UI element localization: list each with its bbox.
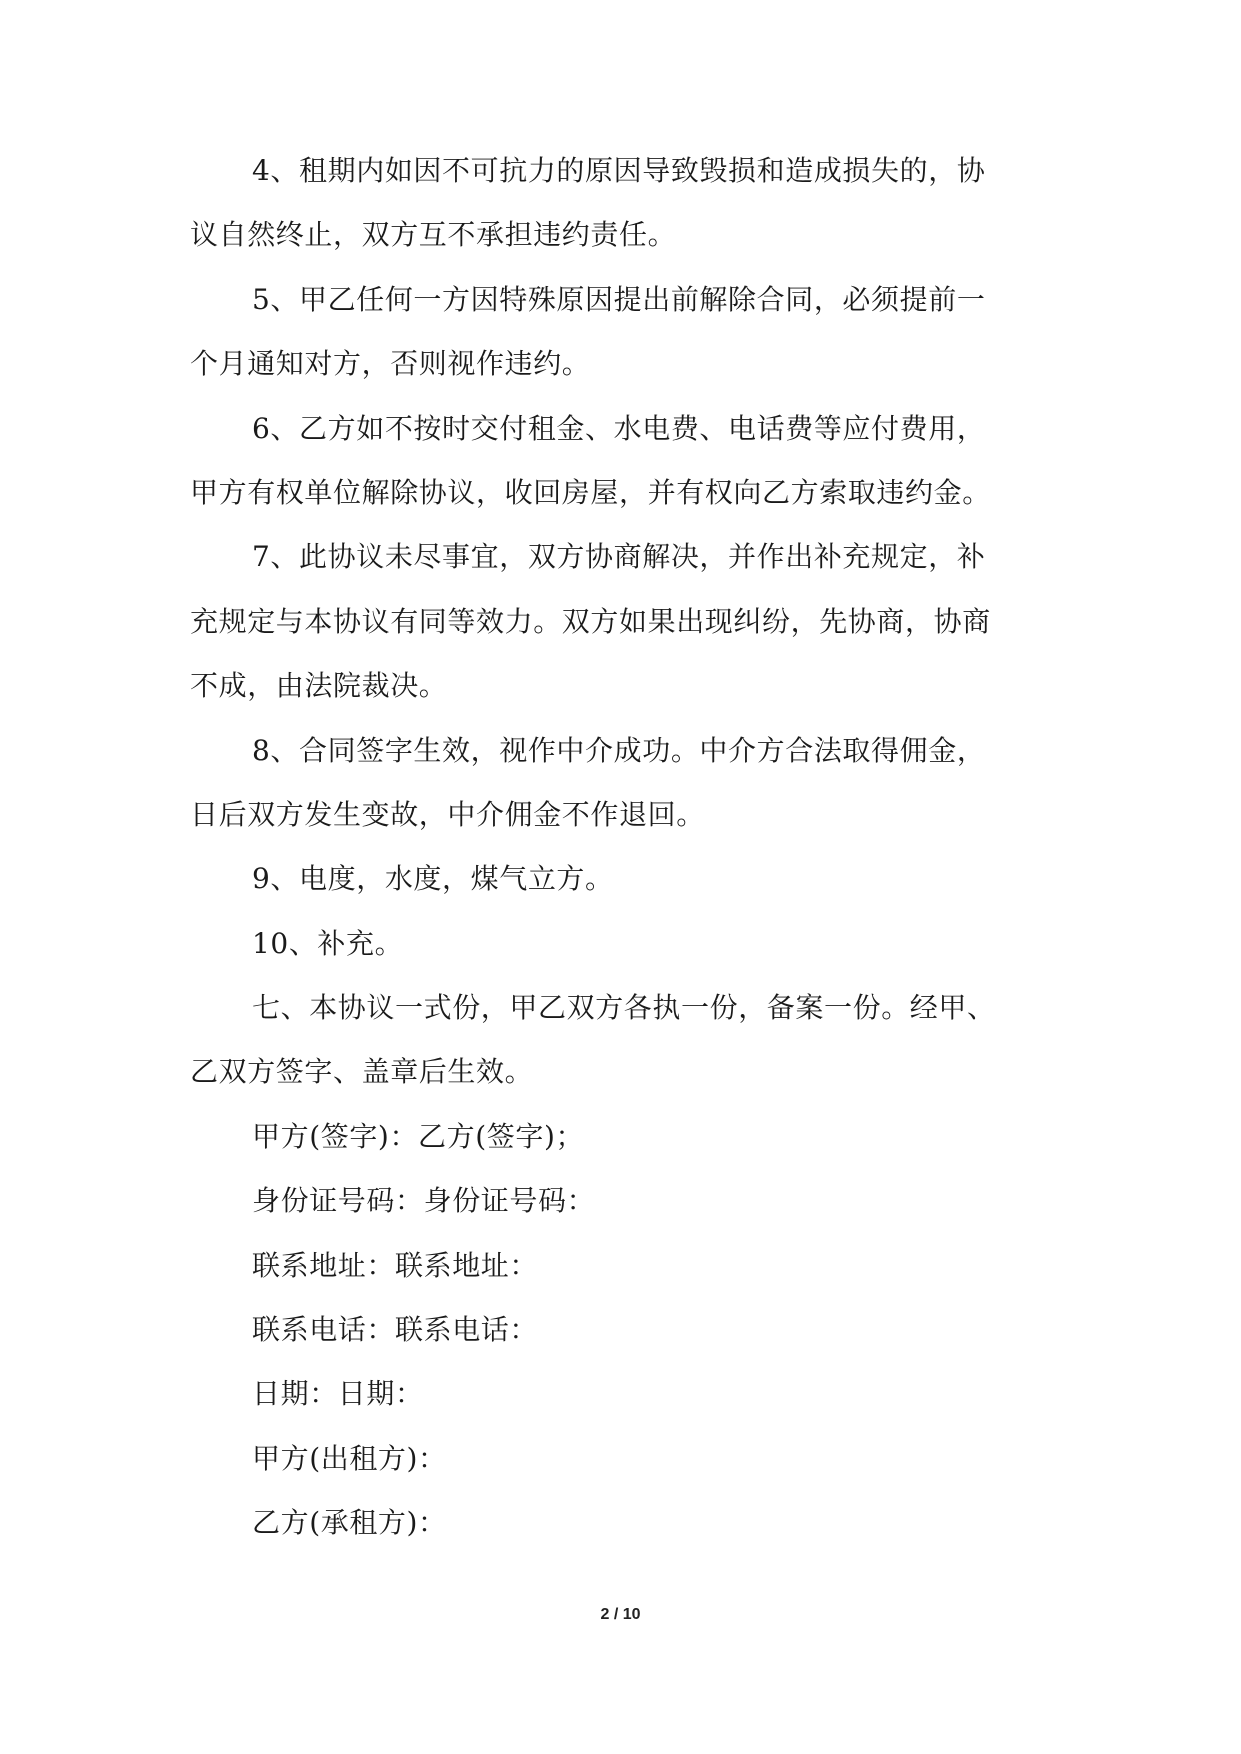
text-line: 10、补充。 [252,926,404,960]
text-line: 个月通知对方，否则视作违约。 [190,347,591,381]
document-body [190,155,1070,1572]
text-line: 9、电度，水度，煤气立方。 [252,862,614,896]
text-line: 8、合同签字生效，视作中介成功。中介方合法取得佣金， [252,733,986,767]
text-line: 充规定与本协议有同等效力。双方如果出现纠纷，先协商，协商 [190,604,991,638]
text-line: 甲方(出租方)： [252,1441,447,1475]
text-line: 身份证号码：身份证号码： [252,1184,596,1218]
text-line: 议自然终止，双方互不承担违约责任。 [190,218,677,252]
text-line: 日后双方发生变故，中介佣金不作退回。 [190,797,705,831]
text-line: 6、乙方如不按时交付租金、水电费、电话费等应付费用， [252,411,986,445]
text-line: 不成，由法院裁决。 [190,669,448,703]
text-line: 4、租期内如因不可抗力的原因导致毁损和造成损失的，协 [252,154,986,187]
text-line: 5、甲乙任何一方因特殊原因提出前解除合同，必须提前一 [252,282,986,316]
text-line: 七、本协议一式份，甲乙双方各执一份，备案一份。经甲、 [252,991,996,1025]
text-line: 甲方(签字)：乙方(签字)； [252,1119,585,1153]
page-number: 2 / 10 [600,1606,641,1623]
text-line: 甲方有权单位解除协议，收回房屋，并有权向乙方索取违约金。 [190,475,991,509]
text-line: 联系地址：联系地址： [252,1248,539,1282]
text-line: 联系电话：联系电话： [252,1313,539,1347]
text-line: 日期：日期： [252,1377,424,1411]
text-line: 乙双方签字、盖章后生效。 [190,1055,534,1089]
text-line: 乙方(承租方)： [252,1506,447,1540]
text-line: 7、此协议未尽事宜，双方协商解决，并作出补充规定，补 [252,540,986,574]
